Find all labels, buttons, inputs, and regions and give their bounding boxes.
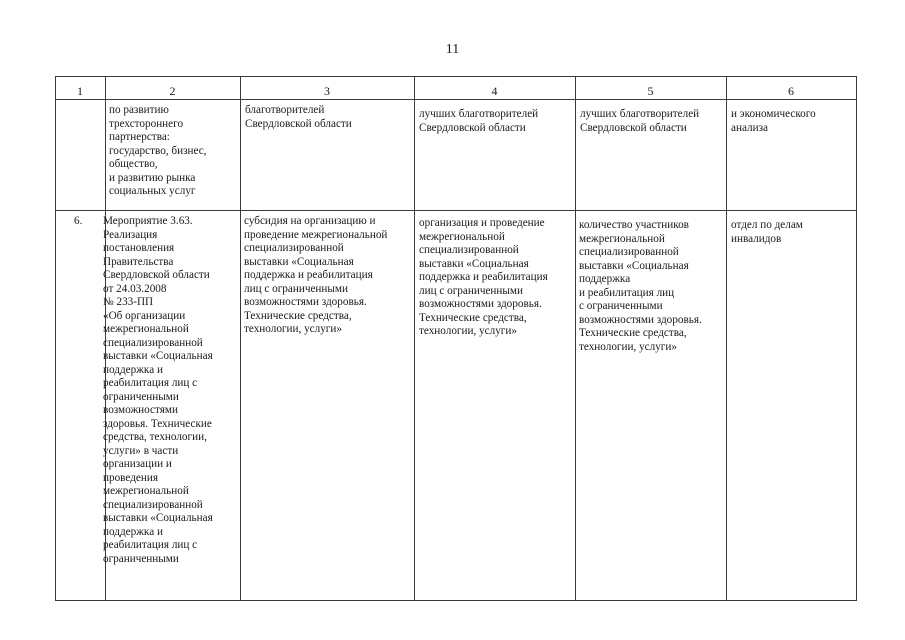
row2-c5: количество участников межрегиональной специализированной выставки «Социальная поддержка и реабилитация лиц с ограниченными возможностями здоровья. Технические средства, технологии, услуги»: [579, 219, 702, 353]
row1-c4: лучших благотворителей Свердловской области: [419, 108, 539, 134]
col-border-right: [856, 76, 857, 601]
row1-c6: и экономического анализа: [731, 108, 816, 134]
header-col-3: 3: [324, 84, 330, 98]
table-bottom-border: [55, 600, 857, 601]
row2-c3: субсидия на организацию и проведение межрегиональной специализированной выставки «Социальная поддержка и реабилитация лиц с ограниченными возможностями здоровья. Технические средства, технологии, услуги»: [244, 215, 388, 335]
row1-c3: благотворителей Свердловской области: [245, 104, 352, 130]
row2-c4: организация и проведение межрегиональной специализированной выставки «Социальная поддержка и реабилитация лиц с ограниченными возможностями здоровья. Технические средства, технологии, услуги»: [419, 217, 548, 337]
row2-c2: Мероприятие 3.63. Реализация постановления Правительства Свердловской области от 24.03.2008 № 233-ПП «Об организации межрегиональной специализированной выставки «Социальная поддержка и реабилитация лиц с ограниченными возможностями здоровья. Технические средства, технологии, услуги» в части организации и проведения межрегиональной специализированной выставки «Социальная поддержка и реабилитация лиц с ограниченными: [103, 215, 213, 565]
header-col-2: 2: [169, 84, 176, 98]
row1-c2: по развитию трехстороннего партнерства: государство, бизнес, общество, и развитию рынка социальных услуг: [109, 104, 207, 197]
header-col-5: 5: [647, 84, 654, 98]
row2-c6: отдел по делам инвалидов: [731, 219, 803, 245]
page-number: 11: [445, 42, 460, 57]
col-border-2: [240, 76, 241, 601]
header-bottom-border: [55, 99, 857, 100]
header-col-4: 4: [491, 84, 498, 98]
header-col-6: 6: [788, 84, 794, 98]
col-border-5: [726, 76, 727, 601]
row2-num: 6.: [74, 215, 83, 227]
col-border-4: [575, 76, 576, 601]
row1-c5: лучших благотворителей Свердловской области: [580, 108, 700, 134]
col-border-left: [55, 76, 56, 601]
table-top-border: [55, 76, 857, 77]
col-border-3: [414, 76, 415, 601]
header-col-1: 1: [77, 84, 83, 98]
row-divider: [55, 210, 857, 211]
